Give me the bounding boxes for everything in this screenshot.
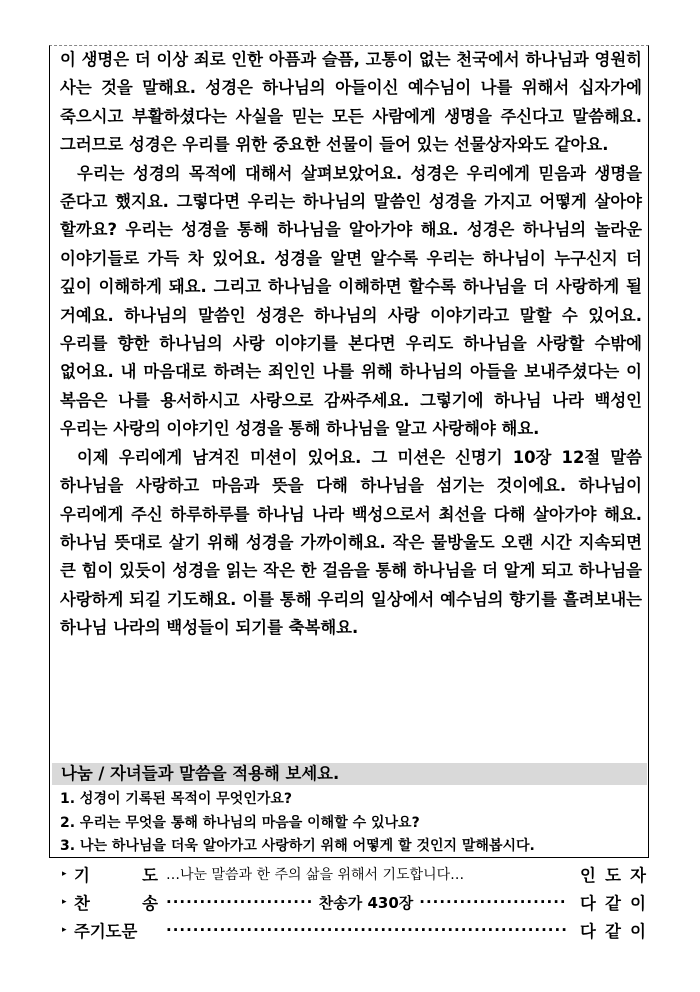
hymn-number: 찬송가 430장 [318,893,414,912]
label-char: 송 [142,894,158,913]
sharing-section-header: 나눔 / 자녀들과 말씀을 적용해 보세요. [52,763,647,785]
order-row-prayer [62,860,646,888]
leader-dots [166,921,566,939]
order-middle-lords-prayer [166,921,566,939]
who-char: 같 [605,922,621,941]
paragraph-1: 이 생명은 더 이상 죄로 인한 아픔과 슬픔, 고통이 없는 천국에서 하나님과 영원히 사는 것을 말해요. 성경은 하나님의 아들이신 예수님이 나를 위해서 십자가에 죽으시고 부활하셨다는 사실을 믿는 모든 사람에게 생명을 주신다고 말씀해요. 그러므로 성경은 우리를 위한 중요한 선물이 들어 있는 선물상자와도 같아요. [60,50,642,155]
label-char: 도 [142,866,158,885]
order-row-lords-prayer [62,916,646,944]
order-middle-prayer [166,864,566,884]
who-char: 인 [580,866,596,885]
question-item: 1. 성경이 기록된 목적이 무엇인가요? [60,791,293,807]
question-item: 2. 우리는 무엇을 통해 하나님의 마음을 이해할 수 있나요? [60,814,420,831]
who-char: 이 [630,894,646,913]
order-label-lords-prayer: 주기도문 [74,922,138,941]
who-char: 자 [630,866,646,885]
question-item: 3. 나는 하나님을 더욱 알아가고 사랑하기 위해 어떻게 할 것인지 말해봅시다. [60,838,535,854]
triangle-bullet-icon: ▸ [62,868,67,879]
who-char: 다 [580,894,596,913]
leader-dots [166,893,313,911]
order-who-lords-prayer [566,918,646,942]
order-label-prayer [74,862,166,886]
who-char: 이 [630,922,646,941]
label-char: 찬 [74,894,90,913]
worship-order [62,860,646,944]
order-row-hymn [62,888,646,916]
triangle-bullet-icon: ▸ [62,896,67,907]
who-char: 다 [580,922,596,941]
paragraph-3: 이제 우리에게 남겨진 미션이 있어요. 그 미션은 신명기 10장 12절 말씀 하나님을 사랑하고 마음과 뜻을 다해 하나님을 섬기는 것이에요. 하나님이 우리에게 주신 하루하루를 하나님 나라 백성으로서 최선을 다해 살아가야 해요. 하나님 뜻대로 살기 위해 성경을 가까이해요. 작은 물방울도 오랜 시간 지속되면 큰 힘이 있듯이 성경을 읽는 작은 한 걸음을 통해 하나님을 더 알게 되고 하나님을 사랑하게 되길 기도해요. 이를 통해 우리의 일상에서 예수님의 향기를 흘려보내는 하나님 나라의 백성들이 되기를 축복해요. [60,447,642,638]
order-label-hymn [74,890,166,914]
who-char: 도 [605,866,621,885]
prayer-description: …나눈 말씀과 한 주의 삶을 위해서 기도합니다… [166,867,465,883]
paragraph-2: 우리는 성경의 목적에 대해서 살펴보았어요. 성경은 우리에게 믿음과 생명을 준다고 했지요. 그렇다면 우리는 하나님의 말씀인 성경을 가지고 어떻게 살아야 할까요? 우리는 성경을 통해 하나님을 알아가야 해요. 성경은 하나님의 놀라운 이야기들로 가득 차 있어요. 성경을 알면 알수록 우리는 하나님이 누구신지 더 깊이 이해하게 돼요. 그리고 하나님을 이해하면 할수록 하나님을 더 사랑하게 될 거예요. 하나님의 말씀인 성경은 하나님의 사랑 이야기라고 말할 수 있어요. 우리를 향한 하나님의 사랑 이야기를 본다면 우리도 하나님을 사랑할 수밖에 없어요. 내 마음대로 하려는 죄인인 나를 위해 하나님의 아들을 보내주셨다는 이 복음은 나를 용서하시고 사랑으로 감싸주세요. 그렇기에 하나님 나라 백성인 우리는 사랑의 이야기인 성경을 통해 하나님을 알고 사랑해야 해요. [60,163,642,439]
order-who-prayer [566,862,646,886]
order-who-hymn [566,890,646,914]
leader-dots [419,893,566,911]
label-char: 기 [74,866,90,885]
triangle-bullet-icon: ▸ [62,924,67,935]
order-middle-hymn [166,892,566,913]
who-char: 같 [605,894,621,913]
sermon-body [60,46,642,643]
discussion-questions [60,788,648,859]
